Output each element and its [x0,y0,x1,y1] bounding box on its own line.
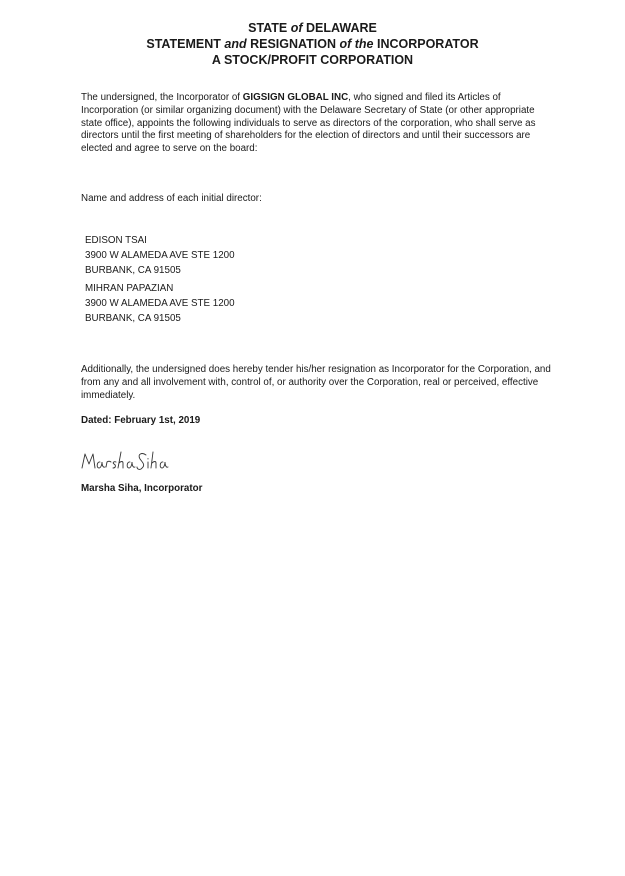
resignation-paragraph: Additionally, the undersigned does hereby tender his/her resignation as Incorporator for the Corporation, and from any and all involvement with, control of, or authority over the Corporation, real or perceived, effective immediately. [81,364,551,401]
title-statement: STATEMENT and RESIGNATION of the INCORPORATOR [146,37,479,51]
dated-line: Dated: February 1st, 2019 [81,415,201,426]
director-city: BURBANK, CA 91505 [85,313,181,324]
director-street: 3900 W ALAMEDA AVE STE 1200 [85,298,235,309]
intro-paragraph: The undersigned, the Incorporator of GIGSIGN GLOBAL INC, who signed and filed its Articles of Incorporation (or similar organizing document) with the Delaware Secretary of State (or other appropriate state office), appoints the following individuals to serve as directors of the corporation, who shall serve as directors until the first meeting of shareholders for the election of directors and until their successors are elected and agree to serve on the board: [81,92,536,155]
directors-heading: Name and address of each initial director: [81,193,262,204]
director-address-block [85,281,235,326]
director-city: BURBANK, CA 91505 [85,265,181,276]
company-name: GIGSIGN GLOBAL INC [242,92,349,103]
director-address-block [85,233,235,278]
title-state: STATE of DELAWARE [248,21,377,35]
title-corporation-type: A STOCK/PROFIT CORPORATION [211,53,414,67]
director-street: 3900 W ALAMEDA AVE STE 1200 [85,250,235,261]
director-name: EDISON TSAI [85,235,147,246]
handwritten-signature [80,448,170,476]
director-name: MIHRAN PAPAZIAN [85,283,174,294]
signer-name: Marsha Siha, Incorporator [81,483,203,494]
